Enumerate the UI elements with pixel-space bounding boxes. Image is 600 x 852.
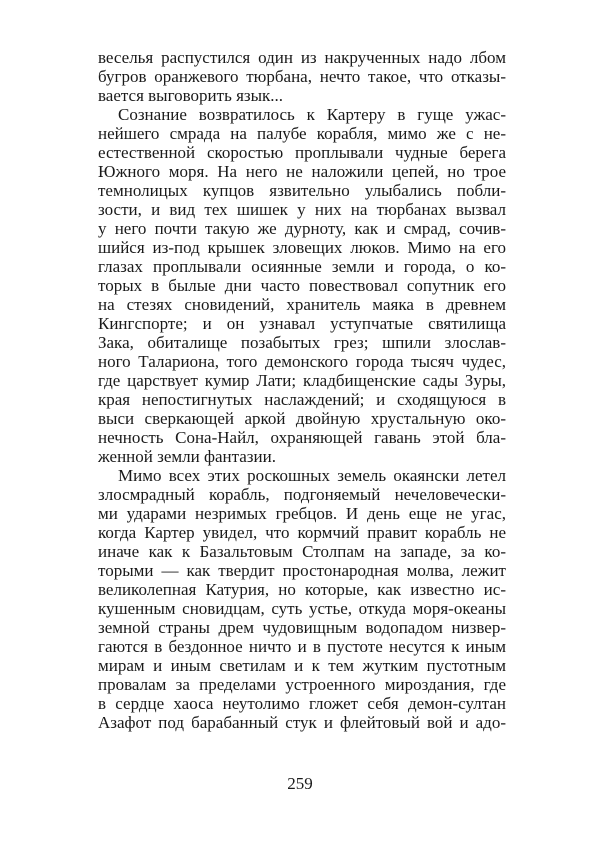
- paragraph: [98, 48, 506, 105]
- text-line: глазах проплывали осиянные земли и города, о ко-: [98, 257, 506, 276]
- text-line: у него почти такую же дурноту, как и смрад, сочив-: [98, 219, 506, 238]
- text-line: когда Картер увидел, что кормчий правит корабль не: [98, 523, 506, 542]
- text-line: Кингспорте; и он узнавал уступчатые святилища: [98, 314, 506, 333]
- text-line: гаются в бездонное ничто и в пустоте несутся к иным: [98, 637, 506, 656]
- text-line: ного Талариона, того демонского города тысяч чудес,: [98, 352, 506, 371]
- page-number: 259: [287, 774, 313, 793]
- text-line: выси сверкающей аркой двойную хрустальную око-: [98, 409, 506, 428]
- text-line: темнолицых купцов язвительно улыбались побли-: [98, 181, 506, 200]
- page-body-text: [98, 48, 506, 732]
- text-line: на стезях сновидений, хранитель маяка в древнем: [98, 295, 506, 314]
- text-line: Южного моря. На него не наложили цепей, но трое: [98, 162, 506, 181]
- text-line: шийся из-под крышек зловещих люков. Мимо на его: [98, 238, 506, 257]
- text-line: Азафот под барабанный стук и флейтовый вой и адо-: [98, 713, 506, 732]
- text-line: великолепная Катурия, но которые, как известно ис-: [98, 580, 506, 599]
- text-line: земной страны дрем чудовищным водопадом низвер-: [98, 618, 506, 637]
- text-line: в сердце хаоса неутолимо гложет себя демон-султан: [98, 694, 506, 713]
- text-line: края непостигнутых наслаждений; и сходящуюся в: [98, 390, 506, 409]
- text-line: мирам и иным светилам и к тем жутким пустотным: [98, 656, 506, 675]
- text-line: иначе как к Базальтовым Столпам на западе, за ко-: [98, 542, 506, 561]
- text-line: Сознание возвратилось к Картеру в гуще ужас-: [118, 105, 506, 124]
- paragraph: [98, 466, 506, 732]
- text-line: торых в былые дни часто повествовал сопутник его: [98, 276, 506, 295]
- text-line: где царствует кумир Лати; кладбищенские сады Зуры,: [98, 371, 506, 390]
- text-line: женной земли фантазии.: [98, 447, 276, 466]
- text-line: Зака, обиталище позабытых грез; шпили злослав-: [98, 333, 506, 352]
- text-line: вается выговорить язык...: [98, 86, 284, 105]
- text-line: злосмрадный корабль, подгоняемый нечеловечески-: [98, 485, 506, 504]
- text-line: кушенным сновидцам, суть устье, откуда моря-океаны: [98, 599, 506, 618]
- text-line: Мимо всех этих роскошных земель окаянски летел: [118, 466, 506, 485]
- paragraph: [98, 105, 506, 466]
- text-line: веселья распустился один из накрученных надо лбом: [98, 48, 506, 67]
- text-line: естественной скоростью проплывали чудные берега: [98, 143, 506, 162]
- text-line: провалам за пределами устроенного мироздания, где: [98, 675, 506, 694]
- text-line: зости, и вид тех шишек у них на тюрбанах вызвал: [98, 200, 506, 219]
- text-line: ми ударами незримых гребцов. И день еще не угас,: [98, 504, 506, 523]
- text-line: нейшего смрада на палубе корабля, мимо же с не-: [98, 124, 506, 143]
- text-line: торыми — как твердит простонародная молва, лежит: [98, 561, 506, 580]
- text-line: бугров оранжевого тюрбана, нечто такое, что отказы-: [98, 67, 506, 86]
- text-line: нечность Сона-Найл, охраняющей гавань этой бла-: [98, 428, 506, 447]
